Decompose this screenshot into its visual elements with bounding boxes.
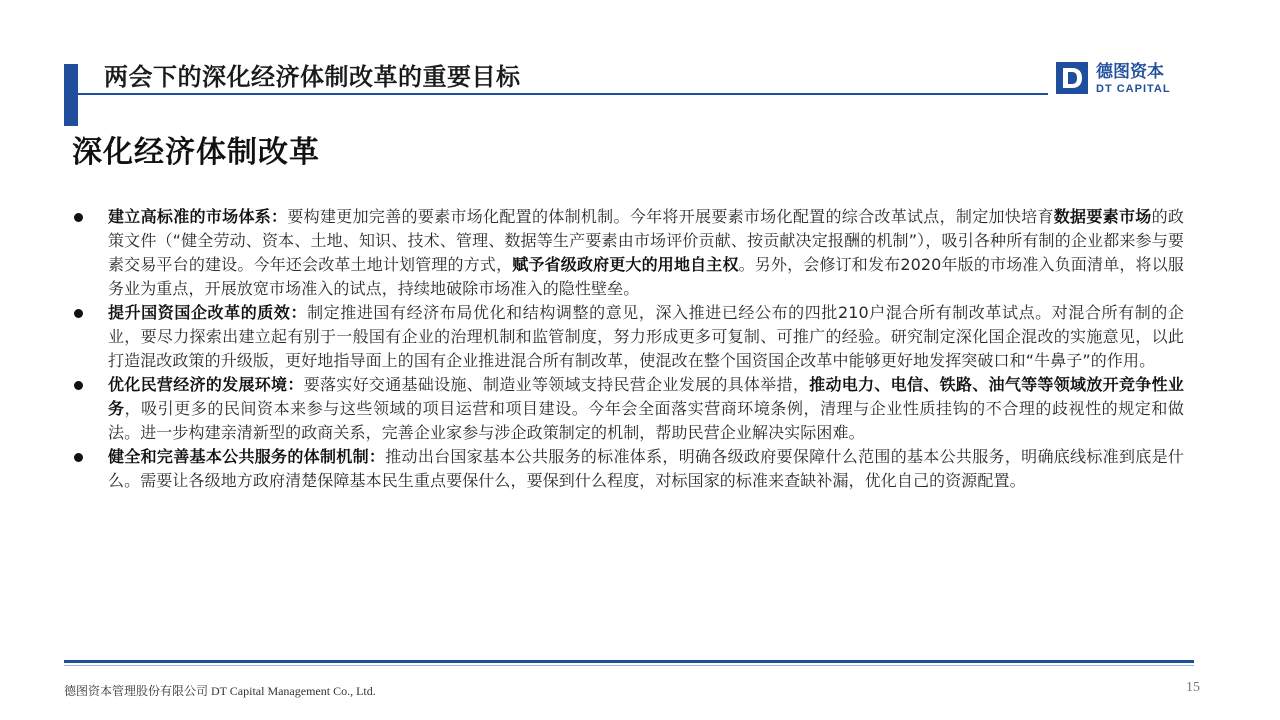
bullet-list [72,205,1184,493]
bullet-item [72,301,1184,373]
logo-text-cn: 德图资本 [1096,62,1164,82]
bullet-text: 的政策文件（“健全劳动、资本、土地、知识、技术、管理、数据等生产要素由市场评价贡献、按贡献决定报酬的机制”），吸引各种所有制的企业都来参与要素交易平台的建设。今年还会改革土地计划管理的方式， [108,207,1184,274]
bullet-emphasis: 数据要素市场 [1053,207,1152,226]
page-title: 两会下的深化经济体制改革的重要目标 [104,63,521,91]
bullet-lead: 健全和完善基本公共服务的体制机制： [108,447,386,466]
footer-company-name: 德图资本管理股份有限公司 DT Capital Management Co., Ltd. [64,684,376,698]
header-accent-bar [64,64,78,126]
bullet-dot-icon [74,381,83,390]
bullet-text: 要构建更加完善的要素市场化配置的体制机制。今年将开展要素市场化配置的综合改革试点，制定加快培育 [287,207,1054,226]
bullet-dot-icon [74,453,83,462]
bullet-item [72,445,1184,493]
bullet-lead: 建立高标准的市场体系： [108,207,288,226]
footer-divider-thin [64,665,1194,666]
dt-logo-icon [1056,62,1088,94]
bullet-lead: 优化民营经济的发展环境： [108,375,304,394]
bullet-emphasis: 推动电力、电信、铁路、油气等等领域放开竞争性业务 [108,375,1184,418]
bullet-emphasis: 赋予省级政府更大的用地自主权 [512,255,739,274]
footer-divider [64,660,1194,663]
section-heading: 深化经济体制改革 [72,135,320,170]
bullet-text: 制定推进国有经济布局优化和结构调整的意见，深入推进已经公布的四批210户混合所有制改革试点。对混合所有制的企业，要尽力探索出建立起有别于一般国有企业的治理机制和监管制度，努力形成更多可复制、可推广的经验。研究制定深化国企混改的实施意见，以此打造混改政策的升级版，更好地指导面上的国有企业推进混合所有制改革，使混改在整个国资国企改革中能够更好地发挥突破口和“牛鼻子”的作用。 [108,303,1184,370]
bullet-text: ，吸引更多的民间资本来参与这些领域的项目运营和项目建设。今年会全面落实营商环境条例，清理与企业性质挂钩的不合理的歧视性的规定和做法。进一步构建亲清新型的政商关系，完善企业家参与涉企政策制定的机制，帮助民营企业解决实际困难。 [108,399,1184,442]
bullet-dot-icon [74,213,83,222]
header-divider [78,93,1048,95]
page-number: 15 [1186,680,1200,695]
bullet-lead: 提升国资国企改革的质效： [108,303,308,322]
bullet-text: 要落实好交通基础设施、制造业等领域支持民营企业发展的具体举措， [303,375,810,394]
bullet-text: 推动出台国家基本公共服务的标准体系，明确各级政府要保障什么范围的基本公共服务，明确底线标准到底是什么。需要让各级地方政府清楚保障基本民生重点要保什么，要保到什么程度，对标国家的标准来查缺补漏，优化自己的资源配置。 [108,447,1184,490]
bullet-item [72,205,1184,301]
bullet-item [72,373,1184,445]
bullet-dot-icon [74,309,83,318]
company-logo [1056,62,1186,96]
bullet-text: 。另外，会修订和发布2020年版的市场准入负面清单，将以服务业为重点，开展放宽市场准入的试点，持续地破除市场准入的隐性壁垒。 [108,255,1184,298]
logo-text-en: DT CAPITAL [1096,83,1171,95]
